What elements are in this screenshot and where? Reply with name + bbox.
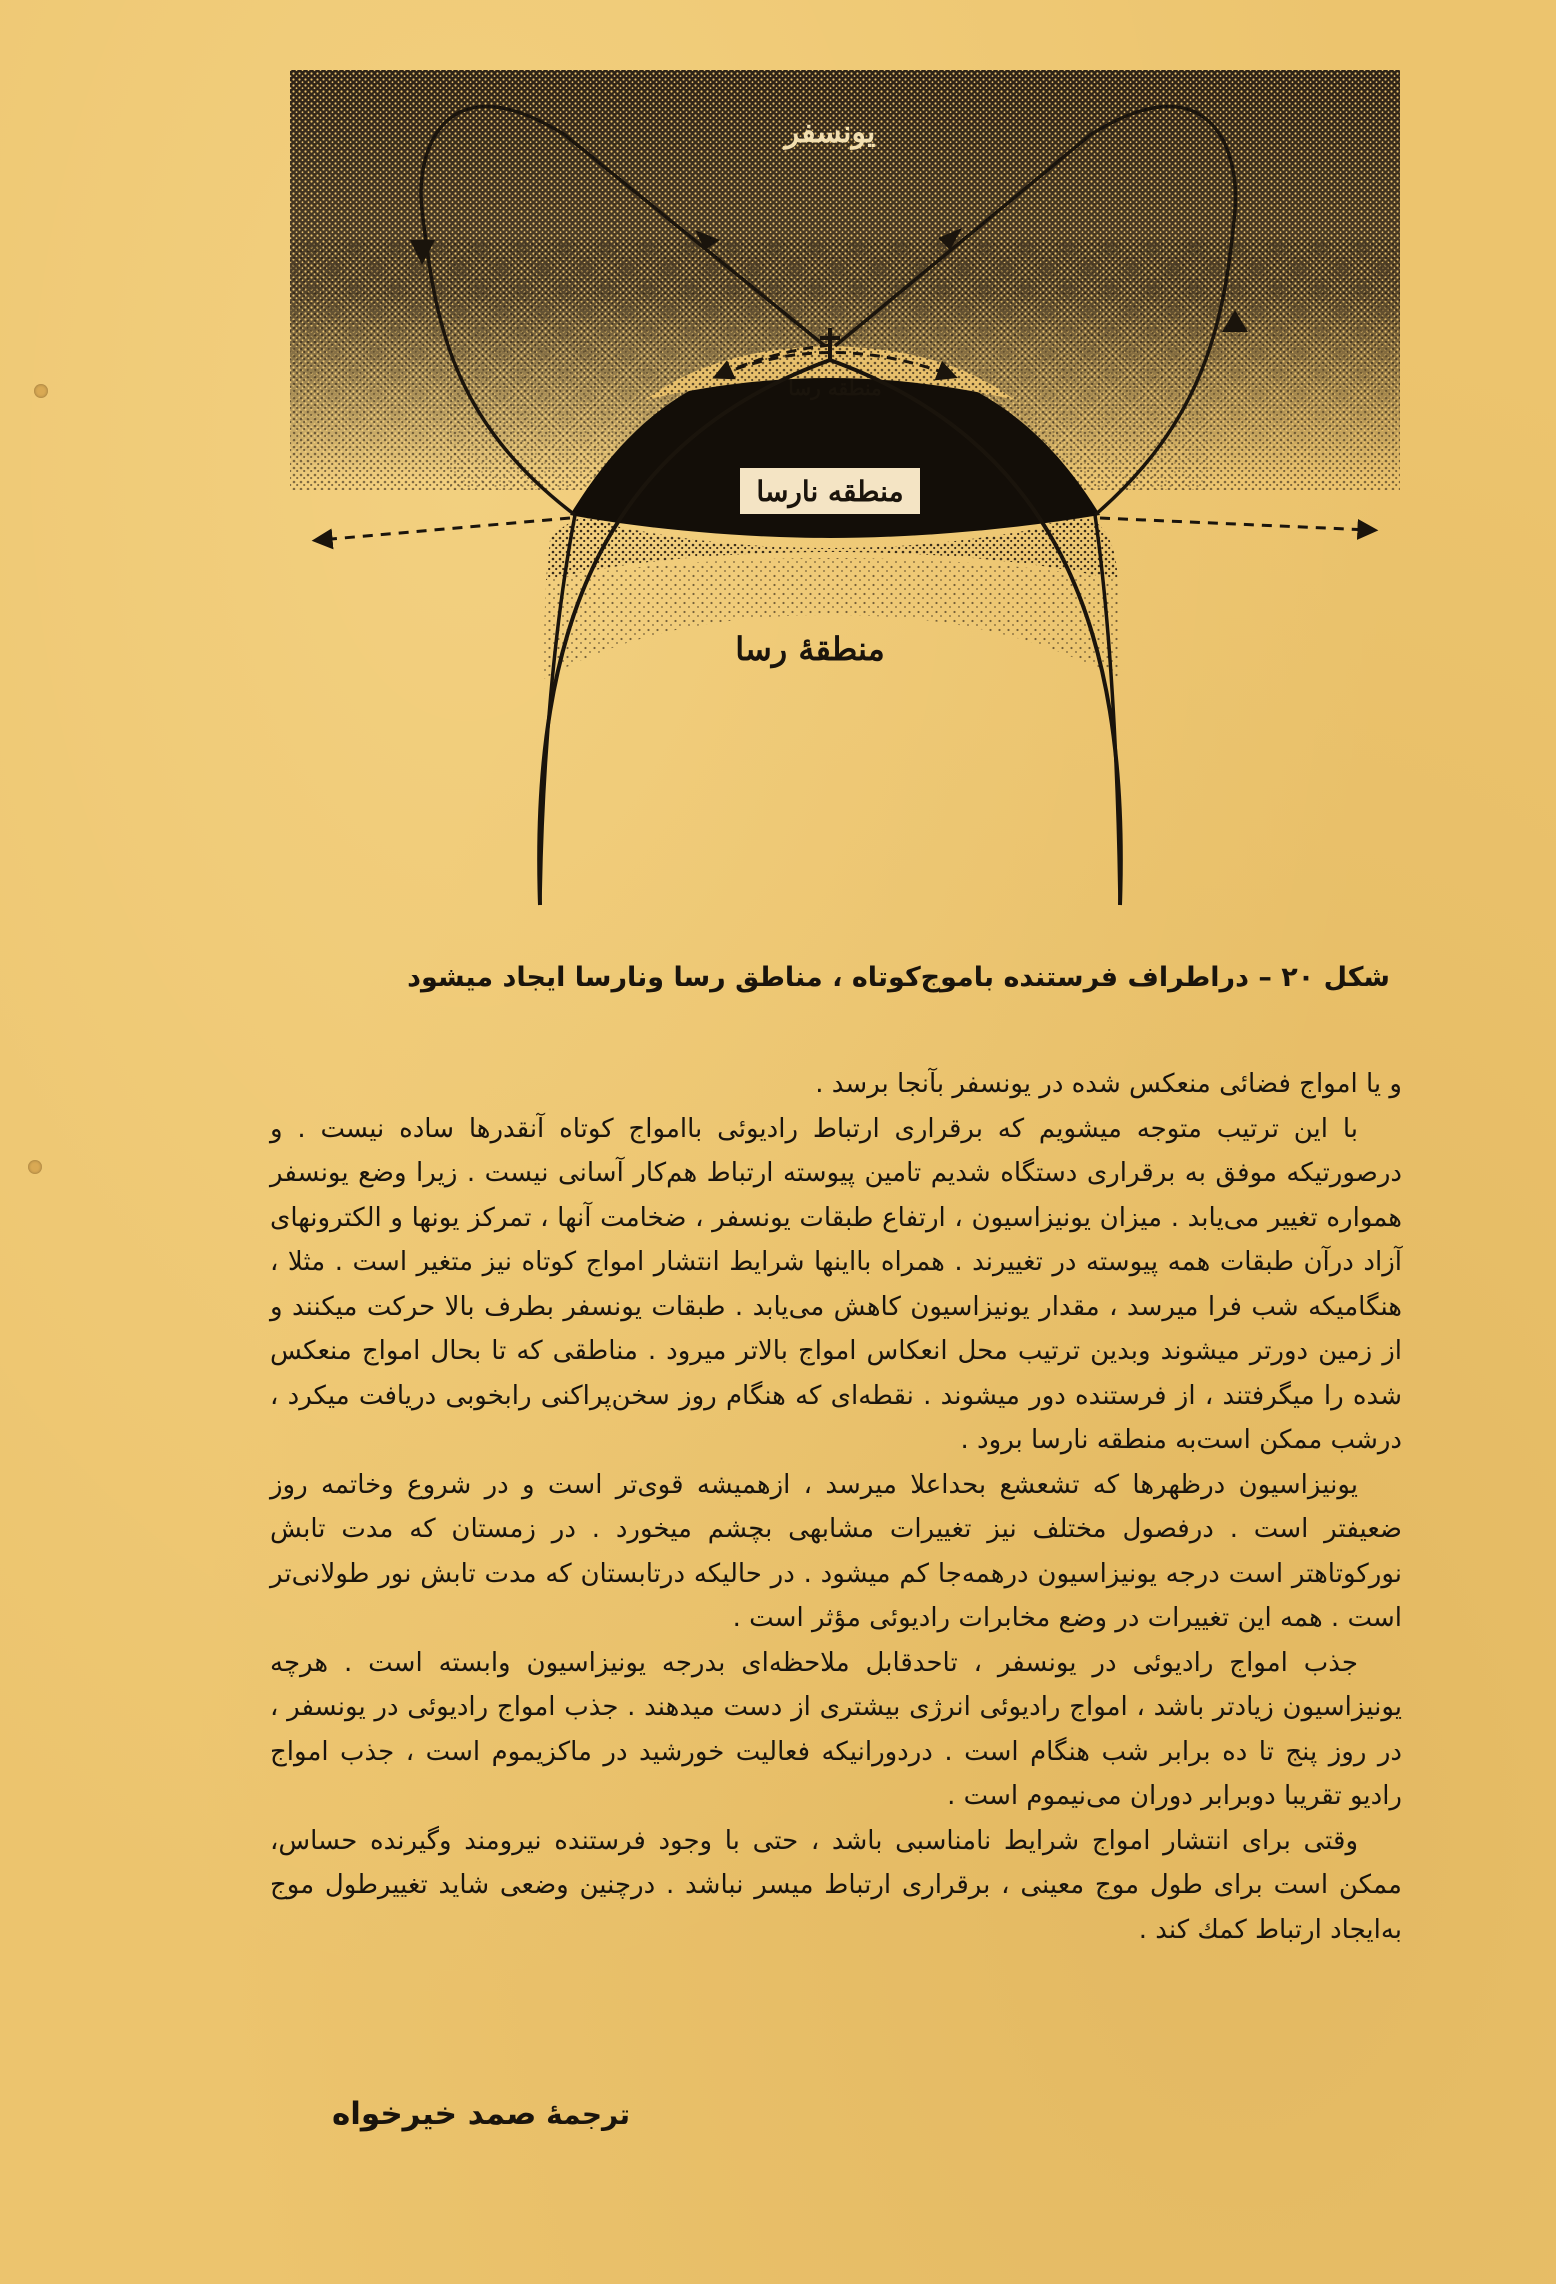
- wave-propagation-figure: [250, 60, 1430, 960]
- ground-wave-left-dashed: [320, 518, 570, 540]
- paragraph: و یا امواج فضائی منعکس شده در یونسفر بآنجا برسد .: [815, 1069, 1402, 1099]
- paragraph: یونیزاسیون درظهرها که تشعشع بحداعلا میرسد ، ازهمیشه قوی‌تر است و در شروع وخاتمه روز ضعیفتر است . درفصول مختلف نیز تغییرات مشابهی بچشم میخورد . در زمستان که مدت تابش نورکوتاهتر است درجه یونیزاسیون درهمه‌جا کم میشود . در حالیکه درتابستان که مدت تابش نور طولانی‌تر است . همه این تغییرات در وضع مخابرات رادیوئی مؤثر است .: [270, 1469, 1402, 1633]
- ground-wave-right-dashed: [1100, 518, 1370, 530]
- reachable-zone-bottom-label: منطقهٔ رسا: [735, 630, 885, 668]
- paragraph: با این ترتیب متوجه میشویم که برقراری ارتباط رادیوئی باامواج کوتاه آنقدرها ساده نیست . و درصورتیکه موفق به برقراری دستگاه شدیم تامین پیوسته ارتباط هم‌کار آسانی نیست . زیرا وضع یونسفر همواره تغییر می‌یابد . میزان یونیزاسیون ، ارتفاع طبقات یونسفر ، ضخامت آنها ، تمرکز یونها و الکترونهای آزاد درآن طبقات همه پیوسته در تغییرند . همراه بااینها شرایط انتشار امواج کوتاه نیز متغیر است . مثلا ، هنگامیکه شب فرا میرسد ، مقدار یونیزاسیون کاهش می‌یابد . طبقات یونسفر بطرف بالا حرکت میکنند و از زمین دورتر میشوند وبدین ترتیب محل انعکاس امواج بالاتر میرود . مناطقی که تا بحال امواج منعکس شده را میگرفتند ، از فرستنده دور میشوند . نقطه‌ای که هنگام روز سخن‌پراکنی رابخوبی دریافت میکرد ، درشب ممکن است‌به منطقه نارسا برود .: [270, 1113, 1402, 1455]
- figure-caption: شکل ۲۰ – دراطراف فرستنده باموج‌کوتاه ، مناطق رسا ونارسا ایجاد میشود: [407, 962, 1390, 993]
- binder-hole: [28, 1160, 42, 1174]
- translator-name: صمد خیرخواه: [331, 2096, 537, 2132]
- unreachable-zone-label: منطقه نارسا: [756, 475, 904, 508]
- paragraph: وقتی برای انتشار امواج شرایط نامناسبی باشد ، حتی با وجود فرستنده نیرومند وگیرنده حساس، ممکن است برای طول موج معینی ، برقراری ارتباط میسر نباشد . درچنین وضعی شاید تغییرطول موج به‌ایجاد ارتباط کمك کند .: [270, 1825, 1402, 1945]
- article-body: [270, 1062, 1402, 1952]
- translator-prefix: ترجمهٔ: [546, 2098, 630, 2131]
- binder-hole: [34, 384, 48, 398]
- reachable-zone-top-label: منطقه رسا: [788, 376, 882, 400]
- ionosphere-label: یونسفر: [784, 115, 876, 150]
- paragraph: جذب امواج رادیوئی در یونسفر ، تاحدقابل ملاحظه‌ای بدرجه یونیزاسیون وابسته است . هرچه یونیزاسیون زیادتر باشد ، امواج رادیوئی انرژی بیشتری از دست میدهند . جذب امواج رادیوئی در یونسفر ، در روز پنج تا ده برابر شب هنگام است . دردورانیکه فعالیت خورشید در ماکزیموم است ، جذب امواج رادیو تقریبا دوبرابر دوران می‌نیموم است .: [270, 1647, 1402, 1811]
- translator-credit: [300, 2096, 630, 2132]
